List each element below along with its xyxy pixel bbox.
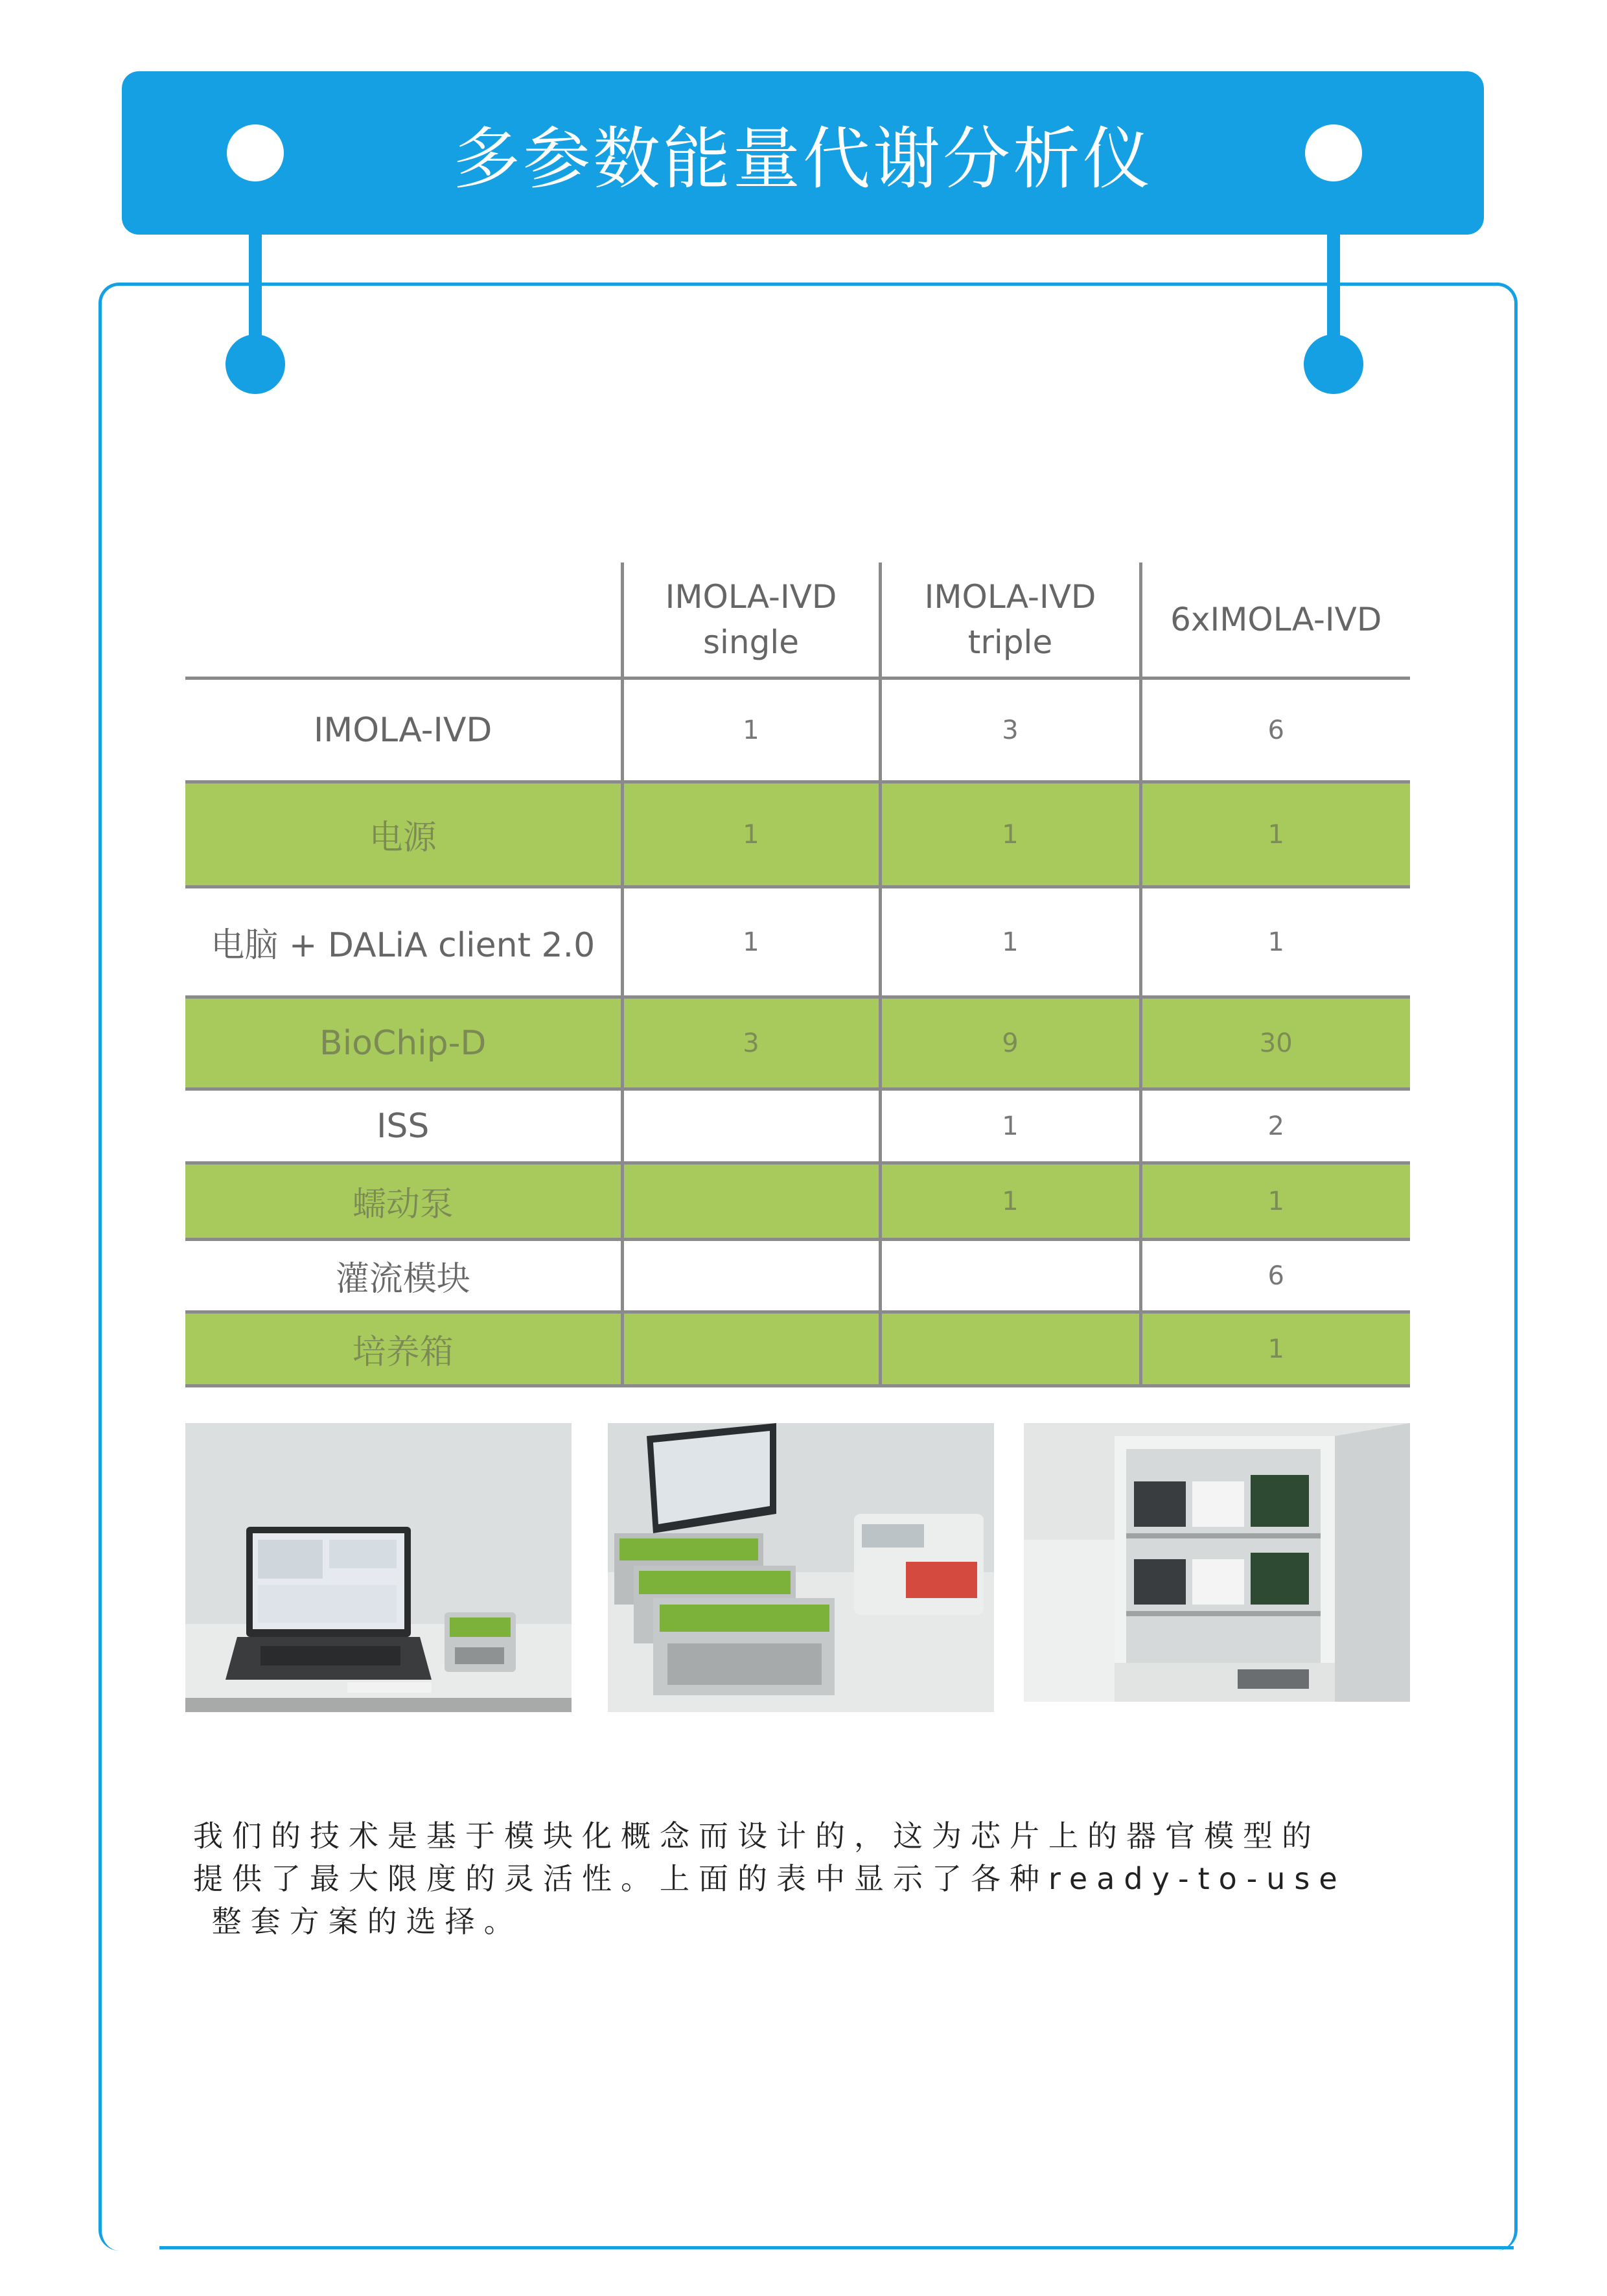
table-cell: 1 — [622, 887, 880, 997]
row-label: IMOLA-IVD — [185, 678, 622, 782]
banner-hole-right — [1305, 124, 1362, 181]
table-cell: 3 — [622, 997, 880, 1089]
table-cell: 1 — [1140, 1163, 1410, 1240]
paragraph-line: 提供了最大限度的灵活性。上面的表中显示了各种ready-to-use — [193, 1861, 1347, 1896]
table-cell: 9 — [880, 997, 1140, 1089]
row-label: BioChip-D — [185, 997, 622, 1089]
paragraph-line: 我们的技术是基于模块化概念而设计的，这为芯片上的器官模型的 — [193, 1818, 1321, 1853]
header-empty-cell — [185, 562, 622, 678]
column-header-line: triple — [967, 623, 1053, 661]
column-header-line: single — [702, 623, 800, 661]
banner-hole-left — [227, 124, 284, 181]
table-cell: 1 — [622, 678, 880, 782]
table-cell: 1 — [622, 782, 880, 887]
table-cell — [880, 1312, 1140, 1386]
table-cell: 2 — [1140, 1089, 1410, 1163]
column-header-six — [1140, 562, 1410, 678]
row-label: 培养箱 — [185, 1312, 622, 1386]
table-row — [185, 997, 1410, 1089]
table-cell — [622, 1312, 880, 1386]
table-cell: 1 — [880, 887, 1140, 997]
table-cell: 6 — [1140, 1240, 1410, 1312]
column-header-line: IMOLA-IVD — [665, 578, 837, 616]
row-label: 电脑 + DALiA client 2.0 — [185, 887, 622, 997]
table-cell: 1 — [1140, 1312, 1410, 1386]
table-cell: 6 — [1140, 678, 1410, 782]
photo-triple-devices-pump — [608, 1423, 994, 1712]
column-header-line: 6xIMOLA-IVD — [1170, 601, 1382, 638]
table-row — [185, 1089, 1410, 1163]
column-header-line: IMOLA-IVD — [924, 578, 1096, 616]
table-cell — [622, 1163, 880, 1240]
table-cell: 1 — [880, 1163, 1140, 1240]
table-row — [185, 782, 1410, 887]
column-header-single — [622, 562, 880, 678]
table-cell: 3 — [880, 678, 1140, 782]
table-row — [185, 1312, 1410, 1386]
table-cell: 1 — [1140, 887, 1410, 997]
row-label: ISS — [185, 1089, 622, 1163]
frame-bottom-left — [159, 2246, 474, 2249]
table-row — [185, 887, 1410, 997]
table-cell: 1 — [880, 782, 1140, 887]
table-cell — [880, 1240, 1140, 1312]
table-cell: 1 — [1140, 782, 1410, 887]
paragraph-line: 整套方案的选择。 — [193, 1904, 523, 1939]
page-title: 多参数能量代谢分析仪 — [452, 119, 1153, 198]
row-label: 灌流模块 — [185, 1240, 622, 1312]
frame-bottom-right — [473, 2246, 1514, 2249]
table-cell: 30 — [1140, 997, 1410, 1089]
table-row — [185, 1240, 1410, 1312]
configuration-table — [185, 562, 1410, 1387]
column-header-triple — [880, 562, 1140, 678]
table-cell — [622, 1089, 880, 1163]
row-label: 蠕动泵 — [185, 1163, 622, 1240]
table-row — [185, 678, 1410, 782]
photo-laptop-single-device — [185, 1423, 572, 1712]
table-row — [185, 1163, 1410, 1240]
table-cell: 1 — [880, 1089, 1140, 1163]
photo-incubator-modules — [1024, 1423, 1410, 1702]
description-paragraph — [193, 1815, 1398, 1943]
table-cell — [622, 1240, 880, 1312]
title-banner — [122, 71, 1484, 235]
row-label: 电源 — [185, 782, 622, 887]
table-header-row — [185, 562, 1410, 678]
